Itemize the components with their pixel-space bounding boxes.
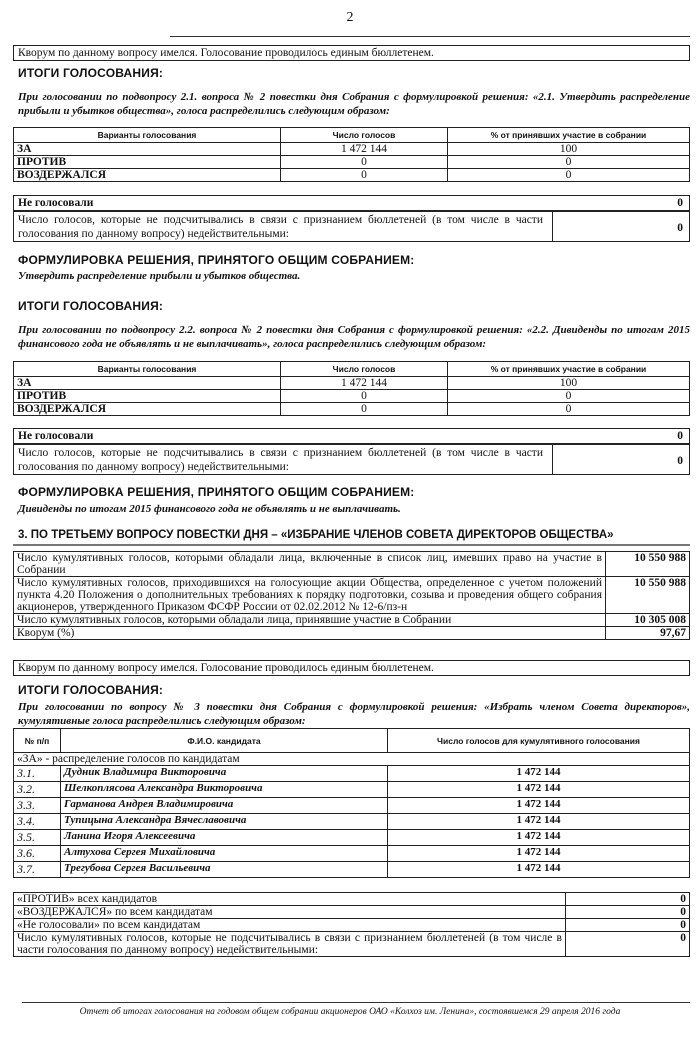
table-row bbox=[14, 919, 690, 932]
abstain-label: «ВОЗДЕРЖАЛСЯ» по всем кандидатам bbox=[14, 906, 566, 919]
voting-results-heading: ИТОГИ ГОЛОСОВАНИЯ: bbox=[18, 683, 164, 697]
q3-intro: При голосовании по вопросу № 3 повестки дня Собрания с формулировкой решения: «Избрать членом Совета директоров», кумулятивные голоса распределились следующим образом: bbox=[18, 701, 690, 727]
option-label: ПРОТИВ bbox=[14, 390, 281, 403]
candidate-number: 3.6. bbox=[14, 846, 61, 862]
candidate-number: 3.2. bbox=[14, 782, 61, 798]
table-row bbox=[14, 403, 690, 416]
col-header-option: Варианты голосования bbox=[14, 128, 281, 143]
option-label: ПРОТИВ bbox=[14, 156, 281, 169]
col-header-number: № п/п bbox=[14, 729, 61, 753]
q3-quorum-table bbox=[13, 551, 690, 640]
candidate-number: 3.4. bbox=[14, 814, 61, 830]
col-header-candidate: Ф.И.О. кандидата bbox=[61, 729, 388, 753]
voting-results-heading: ИТОГИ ГОЛОСОВАНИЯ: bbox=[18, 299, 164, 313]
against-value: 0 bbox=[566, 893, 690, 906]
not-voted-label: Не голосовали bbox=[18, 430, 94, 442]
invalid-value: 0 bbox=[566, 932, 690, 957]
q21-not-voted-row bbox=[13, 195, 690, 211]
candidate-row bbox=[14, 862, 690, 878]
col-header-percent: % от принявших участие в собрании bbox=[448, 362, 690, 377]
not-voted-value: 0 bbox=[677, 197, 683, 209]
q21-invalid-row bbox=[13, 211, 690, 242]
header-rule bbox=[170, 36, 690, 37]
percent-value: 100 bbox=[448, 143, 690, 156]
invalid-label: Число кумулятивных голосов, которые не подсчитывались в связи с признанием бюллетеней (в том числе в части голосования по данному вопросу) недействительными: bbox=[14, 932, 566, 957]
invalid-label: Число голосов, которые не подсчитывались в связи с признанием бюллетеней (в том числе в части голосования по данному вопросу) недействительными: bbox=[18, 214, 543, 240]
candidate-number: 3.5. bbox=[14, 830, 61, 846]
candidate-row bbox=[14, 766, 690, 782]
not-voted-value: 0 bbox=[566, 919, 690, 932]
votes-value: 0 bbox=[281, 169, 448, 182]
option-label: ЗА bbox=[14, 143, 281, 156]
candidate-votes: 1 472 144 bbox=[388, 766, 690, 782]
table-row bbox=[14, 932, 690, 957]
col-header-option: Варианты голосования bbox=[14, 362, 281, 377]
table-row bbox=[14, 169, 690, 182]
votes-value: 1 472 144 bbox=[281, 143, 448, 156]
table-row bbox=[14, 390, 690, 403]
candidate-row bbox=[14, 814, 690, 830]
col-header-cumulative-votes: Число голосов для кумулятивного голосования bbox=[388, 729, 690, 753]
percent-value: 100 bbox=[448, 377, 690, 390]
q21-intro: При голосовании по подвопросу 2.1. вопроса № 2 повестки дня Собрания с формулировкой решения: «2.1. Утвердить распределение прибыли и убытков общества», голоса распределились следующим образом: bbox=[18, 91, 690, 117]
candidate-votes: 1 472 144 bbox=[388, 798, 690, 814]
quorum-value: 97,67 bbox=[606, 627, 690, 640]
quorum-label: Число кумулятивных голосов, приходившихся на голосующие акции Общества, определенное с учетом положений пункта 4.20 Положения о дополнительных требованиях к порядку подготовки, созыва и проведения общего собрания акционеров, утвержденного Приказом ФСФР России от 02.02.2012 № 12-6/пз-н bbox=[14, 577, 606, 614]
votes-value: 1 472 144 bbox=[281, 377, 448, 390]
invalid-value: 0 bbox=[677, 222, 683, 234]
percent-value: 0 bbox=[448, 390, 690, 403]
q21-decision-text: Утвердить распределение прибыли и убытков общества. bbox=[18, 270, 301, 282]
candidates-table bbox=[13, 728, 690, 878]
candidate-number: 3.7. bbox=[14, 862, 61, 878]
percent-value: 0 bbox=[448, 156, 690, 169]
candidate-row bbox=[14, 782, 690, 798]
q3-quorum-statement: Кворум по данному вопросу имелся. Голосование проводилось единым бюллетенем. bbox=[13, 660, 690, 676]
q22-decision-title: ФОРМУЛИРОВКА РЕШЕНИЯ, ПРИНЯТОГО ОБЩИМ СОБРАНИЕМ: bbox=[18, 485, 415, 499]
col-header-percent: % от принявших участие в собрании bbox=[448, 128, 690, 143]
table-row bbox=[14, 906, 690, 919]
votes-value: 0 bbox=[281, 390, 448, 403]
candidate-votes: 1 472 144 bbox=[388, 830, 690, 846]
table-row bbox=[14, 156, 690, 169]
footer-rule bbox=[22, 1002, 690, 1003]
candidate-name: Алтухова Сергея Михайловича bbox=[61, 846, 388, 862]
table-row bbox=[14, 377, 690, 390]
table-row bbox=[14, 552, 690, 577]
quorum-label: Кворум (%) bbox=[14, 627, 606, 640]
votes-value: 0 bbox=[281, 403, 448, 416]
candidate-name: Шелкоплясова Александра Викторовича bbox=[61, 782, 388, 798]
votes-value: 0 bbox=[281, 156, 448, 169]
invalid-value: 0 bbox=[677, 455, 683, 467]
za-distribution-label: «ЗА» - распределение голосов по кандидатам bbox=[14, 753, 690, 766]
not-voted-value: 0 bbox=[677, 430, 683, 442]
quorum-label: Число кумулятивных голосов, которыми обладали лица, принявшие участие в Собрании bbox=[14, 614, 606, 627]
col-header-votes: Число голосов bbox=[281, 128, 448, 143]
candidate-row bbox=[14, 830, 690, 846]
q22-intro: При голосовании по подвопросу 2.2. вопроса № 2 повестки дня Собрания с формулировкой решения: «2.2. Дивиденды по итогам 2015 финансового года не объявлять и не выплачивать», голоса распределились следующим образом: bbox=[18, 324, 690, 350]
voting-results-heading: ИТОГИ ГОЛОСОВАНИЯ: bbox=[18, 66, 164, 80]
q22-not-voted-row bbox=[13, 428, 690, 444]
quorum-label: Число кумулятивных голосов, которыми обладали лица, включенные в список лиц, имевших право на участие в Собрании bbox=[14, 552, 606, 577]
table-row bbox=[14, 614, 690, 627]
not-voted-label: «Не голосовали» по всем кандидатам bbox=[14, 919, 566, 932]
abstain-value: 0 bbox=[566, 906, 690, 919]
option-label: ВОЗДЕРЖАЛСЯ bbox=[14, 169, 281, 182]
q3-summary-table bbox=[13, 892, 690, 957]
candidate-name: Трегубова Сергея Васильевича bbox=[61, 862, 388, 878]
q21-results-table bbox=[13, 127, 690, 182]
option-label: ВОЗДЕРЖАЛСЯ bbox=[14, 403, 281, 416]
candidate-votes: 1 472 144 bbox=[388, 862, 690, 878]
candidate-votes: 1 472 144 bbox=[388, 782, 690, 798]
q22-decision-text: Дивиденды по итогам 2015 финансового года не объявлять и не выплачивать. bbox=[18, 503, 401, 515]
candidate-row bbox=[14, 846, 690, 862]
against-label: «ПРОТИВ» всех кандидатов bbox=[14, 893, 566, 906]
col-header-votes: Число голосов bbox=[281, 362, 448, 377]
table-row bbox=[14, 577, 690, 614]
q21-decision-title: ФОРМУЛИРОВКА РЕШЕНИЯ, ПРИНЯТОГО ОБЩИМ СОБРАНИЕМ: bbox=[18, 253, 415, 267]
percent-value: 0 bbox=[448, 169, 690, 182]
not-voted-label: Не голосовали bbox=[18, 197, 94, 209]
quorum-value: 10 550 988 bbox=[606, 577, 690, 614]
q22-invalid-row bbox=[13, 444, 690, 475]
candidate-row bbox=[14, 798, 690, 814]
candidate-name: Гарманова Андрея Владимировича bbox=[61, 798, 388, 814]
option-label: ЗА bbox=[14, 377, 281, 390]
table-row bbox=[14, 143, 690, 156]
quorum-value: 10 305 008 bbox=[606, 614, 690, 627]
candidate-votes: 1 472 144 bbox=[388, 846, 690, 862]
quorum-value: 10 550 988 bbox=[606, 552, 690, 577]
q22-results-table bbox=[13, 361, 690, 416]
candidate-name: Дудник Владимира Викторовича bbox=[61, 766, 388, 782]
quorum-statement: Кворум по данному вопросу имелся. Голосование проводилось единым бюллетенем. bbox=[13, 45, 690, 61]
candidate-name: Тупицына Александра Вячеславовича bbox=[61, 814, 388, 830]
invalid-label: Число голосов, которые не подсчитывались в связи с признанием бюллетеней (в том числе в части голосования по данному вопросу) недействительными: bbox=[18, 447, 543, 473]
candidate-votes: 1 472 144 bbox=[388, 814, 690, 830]
table-row bbox=[14, 893, 690, 906]
section3-title: 3. ПО ТРЕТЬЕМУ ВОПРОСУ ПОВЕСТКИ ДНЯ – «ИЗБРАНИЕ ЧЛЕНОВ СОВЕТА ДИРЕКТОРОВ ОБЩЕСТВА» bbox=[13, 529, 690, 546]
candidate-name: Ланина Игоря Алексеевича bbox=[61, 830, 388, 846]
candidate-number: 3.1. bbox=[14, 766, 61, 782]
table-row bbox=[14, 627, 690, 640]
percent-value: 0 bbox=[448, 403, 690, 416]
page-number: 2 bbox=[346, 10, 354, 25]
footer-text: Отчет об итогах голосования на годовом общем собрании акционеров ОАО «Колхоз им. Ленина», состоявшемся 29 апреля 2016 года bbox=[79, 1007, 621, 1017]
candidate-number: 3.3. bbox=[14, 798, 61, 814]
